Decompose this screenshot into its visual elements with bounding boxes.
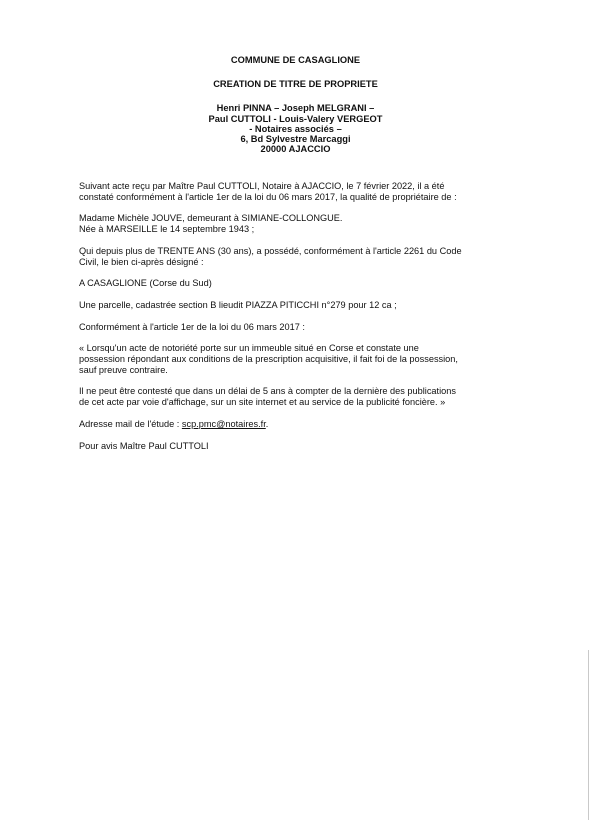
law-quote-2-line-2: de cet acte par voie d'affichage, sur un site internet et au service de la publicité foncière. » (79, 397, 446, 408)
paragraph-owner (79, 213, 519, 234)
paragraph-possession-line-1: Qui depuis plus de TRENTE ANS (30 ans), a possédé, conformément à l'article 2261 du Code (79, 245, 462, 256)
paragraph-parcel: Une parcelle, cadastrée section B lieudit PIAZZA PITICCHI n°279 pour 12 ca ; (79, 299, 397, 310)
address-line-2: 20000 AJACCIO (260, 144, 331, 155)
commune-title: COMMUNE DE CASAGLIONE (230, 55, 361, 65)
email-label: Adresse mail de l'étude : (79, 418, 182, 429)
paragraph-law-quote-2 (79, 386, 519, 407)
document-title: CREATION DE TITRE DE PROPRIETE (213, 79, 378, 90)
paragraph-possession-line-2: Civil, le bien ci-après désigné : (79, 256, 204, 267)
paragraph-email (79, 419, 519, 430)
paragraph-owner-line-2: Née à MARSEILLE le 14 septembre 1943 ; (79, 224, 255, 235)
address-line-1: 6, Bd Sylvestre Marcaggi (240, 134, 351, 145)
paragraph-law-reference: Conformément à l'article 1er de la loi du 06 mars 2017 : (79, 321, 305, 332)
email-end: . (265, 418, 269, 429)
paragraph-possession (79, 246, 519, 267)
law-quote-2-line-1: Il ne peut être contesté que dans un délai de 5 ans à compter de la dernière des publications (79, 386, 456, 397)
paragraph-act (79, 181, 519, 202)
law-quote-1-line-2: possession répondant aux conditions de la prescription acquisitive, il fait foi de la possession, (79, 354, 458, 365)
paragraph-owner-line-1: Madame Michèle JOUVE, demeurant à SIMIANE-COLLONGUE. (79, 213, 343, 224)
notaries-line-3: - Notaires associés – (249, 123, 342, 134)
paragraph-signature: Pour avis Maître Paul CUTTOLI (79, 440, 209, 451)
paragraph-act-line-1: Suivant acte reçu par Maître Paul CUTTOLI, Notaire à AJACCIO, le 7 février 2022, il a été (79, 181, 445, 191)
law-quote-1-line-3: sauf preuve contraire. (79, 364, 168, 375)
email-link[interactable]: scp.pmc@notaires.fr (181, 418, 266, 429)
scan-edge-line (588, 650, 589, 820)
document-body (79, 181, 519, 462)
notaries-line-1: Henri PINNA – Joseph MELGRANI – (216, 103, 375, 114)
law-quote-1-line-1: « Lorsqu'un acte de notoriété porte sur un immeuble situé en Corse et constate une (79, 343, 419, 354)
paragraph-location: A CASAGLIONE (Corse du Sud) (79, 278, 212, 289)
document-header (0, 55, 591, 154)
notaries-line-2: Paul CUTTOLI - Louis-Valery VERGEOT (208, 113, 383, 124)
paragraph-act-line-2: constaté conformément à l'article 1er de la loi du 06 mars 2017, la qualité de propriétaire de : (79, 191, 457, 202)
paragraph-law-quote-1 (79, 343, 519, 375)
